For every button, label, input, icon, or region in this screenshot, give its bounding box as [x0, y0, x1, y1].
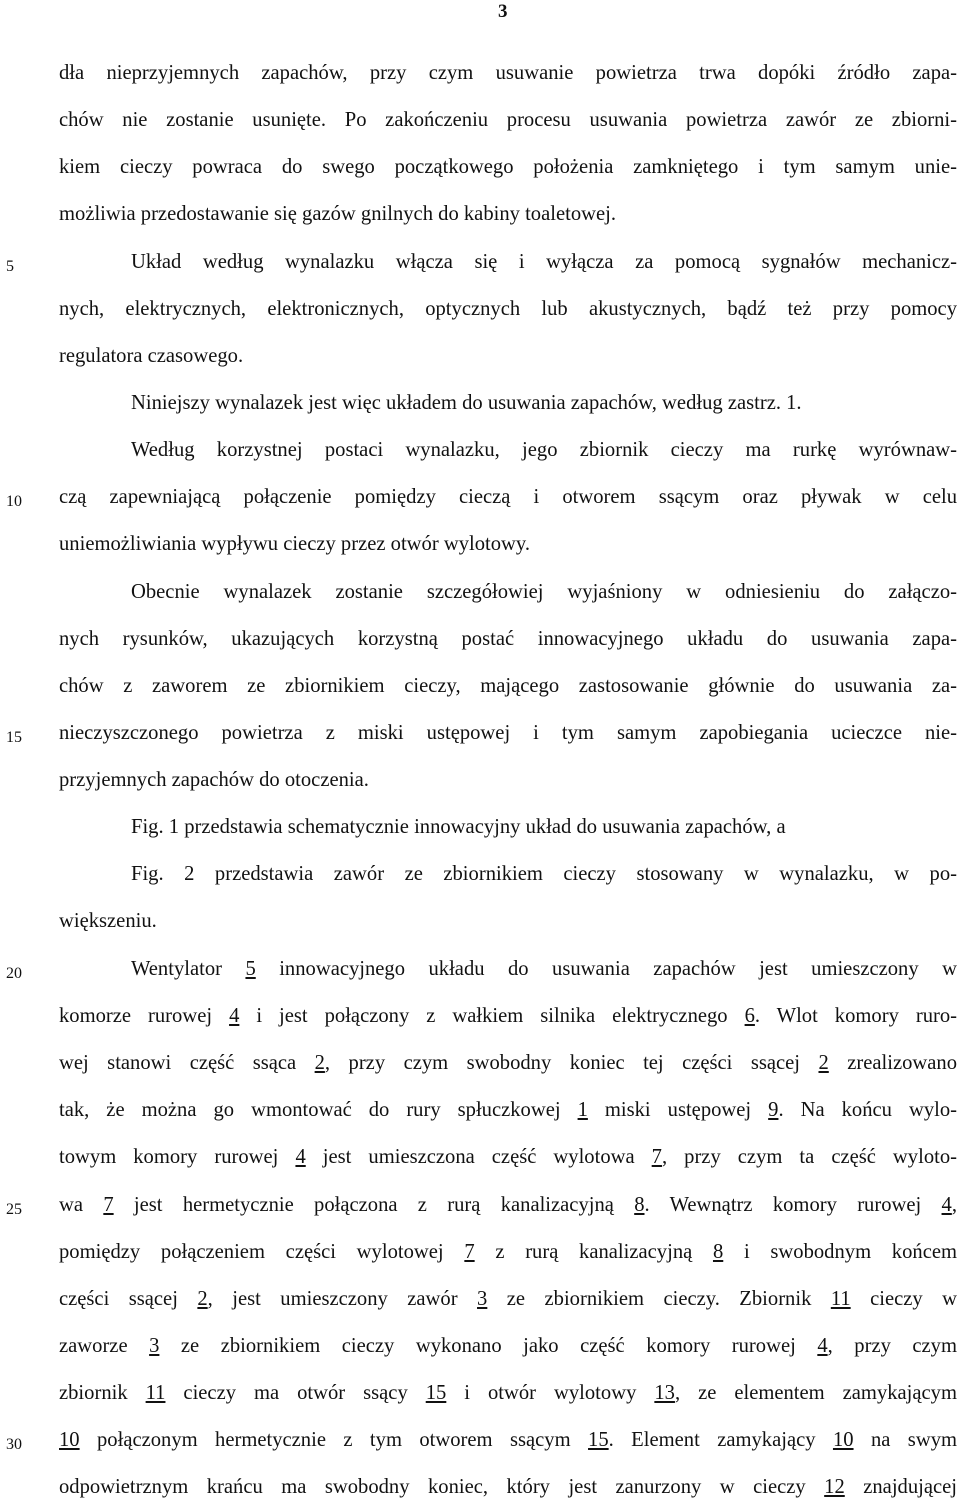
text-segment: uniemożliwiania wypływu cieczy przez otwór wylotowy. — [59, 533, 531, 555]
text-segment: Niniejszy wynalazek jest więc układem do usuwania zapachów, według zastrz. 1. — [131, 392, 802, 414]
text-line — [131, 955, 957, 983]
reference-numeral: 2 — [314, 1052, 325, 1074]
text-line — [59, 153, 957, 181]
reference-numeral: 7 — [103, 1194, 114, 1216]
text-segment: i otwór wylotowy — [446, 1382, 655, 1404]
reference-numeral: 7 — [651, 1146, 662, 1168]
text-segment: zrealizowano — [828, 1052, 957, 1074]
text-segment: ze zbiornikiem cieczy wykonano jako część komory rurowej — [159, 1335, 818, 1357]
reference-numeral: 11 — [830, 1288, 851, 1310]
text-segment: , przy czym — [827, 1335, 957, 1357]
text-segment: pomiędzy połączeniem części wylotowej — [59, 1241, 465, 1263]
text-segment: , — [951, 1194, 957, 1216]
text-line — [59, 1002, 957, 1030]
text-line — [59, 1191, 957, 1219]
text-segment: komorze rurowej — [59, 1005, 230, 1027]
text-segment: nych rysunków, ukazujących korzystną postać innowacyjnego układu do usuwania zapa- — [59, 628, 957, 650]
text-segment: Obecnie wynalazek zostanie szczegółowiej wyjaśniony w odniesieniu do załączo- — [131, 581, 957, 603]
reference-numeral: 12 — [824, 1476, 845, 1498]
text-segment: kiem cieczy powraca do swego początkowego położenia zamkniętego i tym samym unie- — [59, 156, 957, 178]
text-segment: i jest połączony z wałkiem silnika elektrycznego — [239, 1005, 745, 1027]
text-segment: na swym — [853, 1429, 958, 1451]
text-segment: Układ według wynalazku włącza się i wyłącza za pomocą sygnałów mechanicz- — [131, 251, 957, 273]
text-line — [59, 1096, 957, 1124]
text-segment: innowacyjnego układu do usuwania zapachów jest umieszczony w — [255, 958, 957, 980]
text-segment: znajdującej — [844, 1476, 957, 1498]
text-segment: jest hermetycznie połączona z rurą kanalizacyjną — [113, 1194, 635, 1216]
line-number: 30 — [6, 1436, 22, 1453]
text-segment: wa — [59, 1194, 104, 1216]
text-segment: połączonym hermetycznie z tym otworem ssącym — [79, 1429, 589, 1451]
line-number: 10 — [6, 493, 22, 510]
reference-numeral: 11 — [145, 1382, 166, 1404]
reference-numeral: 3 — [477, 1288, 488, 1310]
text-line — [59, 59, 957, 87]
text-segment: jest umieszczona część wylotowa — [305, 1146, 652, 1168]
text-segment: większeniu. — [59, 910, 157, 932]
text-segment: nych, elektrycznych, elektronicznych, optycznych lub akustycznych, bądź też przy pomocy — [59, 298, 957, 320]
reference-numeral: 4 — [229, 1005, 240, 1027]
text-line — [59, 1049, 957, 1077]
text-line — [59, 1143, 957, 1171]
text-segment: zaworze — [59, 1335, 150, 1357]
reference-numeral: 4 — [295, 1146, 306, 1168]
text-line — [59, 625, 957, 653]
text-line — [59, 1473, 957, 1501]
text-segment: cieczy ma otwór ssący — [165, 1382, 426, 1404]
text-segment: , ze elementem zamykającym — [674, 1382, 957, 1404]
reference-numeral: 8 — [634, 1194, 645, 1216]
reference-numeral: 15 — [425, 1382, 447, 1404]
text-segment: . Wlot komory ruro- — [754, 1005, 958, 1027]
text-line — [131, 860, 957, 888]
text-line — [59, 295, 957, 323]
text-segment: odpowietrznym krańcu ma swobodny koniec, który jest zanurzony w cieczy — [59, 1476, 825, 1498]
reference-numeral: 3 — [149, 1335, 160, 1357]
reference-numeral: 6 — [744, 1005, 755, 1027]
text-segment: , przy czym swobodny koniec tej części ssącej — [324, 1052, 819, 1074]
text-segment: , jest umieszczony zawór — [207, 1288, 478, 1310]
text-line — [59, 200, 957, 228]
reference-numeral: 10 — [59, 1429, 80, 1451]
text-segment: możliwia przedostawanie się gazów gnilnych do kabiny toaletowej. — [59, 203, 617, 225]
text-line — [59, 342, 957, 370]
text-line — [59, 530, 957, 558]
reference-numeral: 10 — [832, 1429, 854, 1451]
text-line — [59, 672, 957, 700]
text-segment: Wentylator — [131, 958, 246, 980]
reference-numeral: 9 — [768, 1099, 779, 1121]
text-segment: i swobodnym końcem — [723, 1241, 957, 1263]
text-line — [59, 106, 957, 134]
text-segment: nieczyszczonego powietrza z miski ustępowej i tym samym zapobiegania ucieczce nie- — [59, 722, 957, 744]
page-number: 3 — [498, 1, 508, 22]
reference-numeral: 8 — [712, 1241, 724, 1263]
text-line — [59, 766, 957, 794]
text-segment: dła nieprzyjemnych zapachów, przy czym usuwanie powietrza trwa dopóki źródło zapa- — [59, 62, 957, 84]
text-segment: cieczy w — [850, 1288, 958, 1310]
text-line — [131, 813, 957, 841]
text-line — [131, 436, 957, 464]
line-number: 15 — [6, 729, 22, 746]
text-line — [59, 907, 957, 935]
text-segment: . Wewnątrz komory rurowej — [644, 1194, 942, 1216]
line-number: 25 — [6, 1201, 22, 1218]
reference-numeral: 5 — [245, 958, 256, 980]
reference-numeral: 4 — [817, 1335, 828, 1357]
text-line — [59, 483, 957, 511]
line-number: 20 — [6, 965, 22, 982]
text-line — [59, 1238, 957, 1266]
text-segment: ze zbiornikiem cieczy. Zbiornik — [487, 1288, 831, 1310]
text-segment: chów z zaworem ze zbiornikiem cieczy, mającego zastosowanie głównie do usuwania za- — [59, 675, 957, 697]
reference-numeral: 2 — [818, 1052, 829, 1074]
text-line — [59, 1332, 957, 1360]
text-segment: Według korzystnej postaci wynalazku, jego zbiornik cieczy ma rurkę wyrównaw- — [131, 439, 957, 461]
reference-numeral: 2 — [197, 1288, 208, 1310]
text-segment: miski ustępowej — [587, 1099, 769, 1121]
reference-numeral: 15 — [588, 1429, 609, 1451]
reference-numeral: 7 — [464, 1241, 475, 1263]
text-segment: zbiornik — [59, 1382, 146, 1404]
text-line — [131, 248, 957, 276]
text-segment: części ssącej — [59, 1288, 198, 1310]
text-line — [131, 389, 957, 417]
reference-numeral: 13 — [654, 1382, 675, 1404]
text-segment: Fig. 2 przedstawia zawór ze zbiornikiem cieczy stosowany w wynalazku, w po- — [131, 863, 957, 885]
text-segment: z rurą kanalizacyjną — [474, 1241, 713, 1263]
line-number: 5 — [6, 258, 14, 275]
text-line — [59, 1426, 957, 1454]
text-segment: . Na końcu wylo- — [778, 1099, 957, 1121]
text-segment: regulatora czasowego. — [59, 345, 244, 367]
text-segment: wej stanowi część ssąca — [59, 1052, 315, 1074]
text-segment: towym komory rurowej — [59, 1146, 296, 1168]
text-line — [131, 578, 957, 606]
text-segment: . Element zamykający — [608, 1429, 833, 1451]
text-segment: , przy czym ta część wyloto- — [661, 1146, 957, 1168]
reference-numeral: 4 — [941, 1194, 952, 1216]
text-segment: przyjemnych zapachów do otoczenia. — [59, 769, 369, 791]
text-segment: Fig. 1 przedstawia schematycznie innowacyjny układ do usuwania zapachów, a — [131, 816, 786, 838]
reference-numeral: 1 — [577, 1099, 588, 1121]
text-segment: chów nie zostanie usunięte. Po zakończeniu procesu usuwania powietrza zawór ze zbiorni- — [59, 109, 957, 131]
text-line — [59, 1379, 957, 1407]
text-segment: czą zapewniającą połączenie pomiędzy cieczą i otworem ssącym oraz pływak w celu — [59, 486, 957, 508]
text-segment: tak, że można go wmontować do rury spłuczkowej — [59, 1099, 578, 1121]
text-line — [59, 1285, 957, 1313]
text-line — [59, 719, 957, 747]
